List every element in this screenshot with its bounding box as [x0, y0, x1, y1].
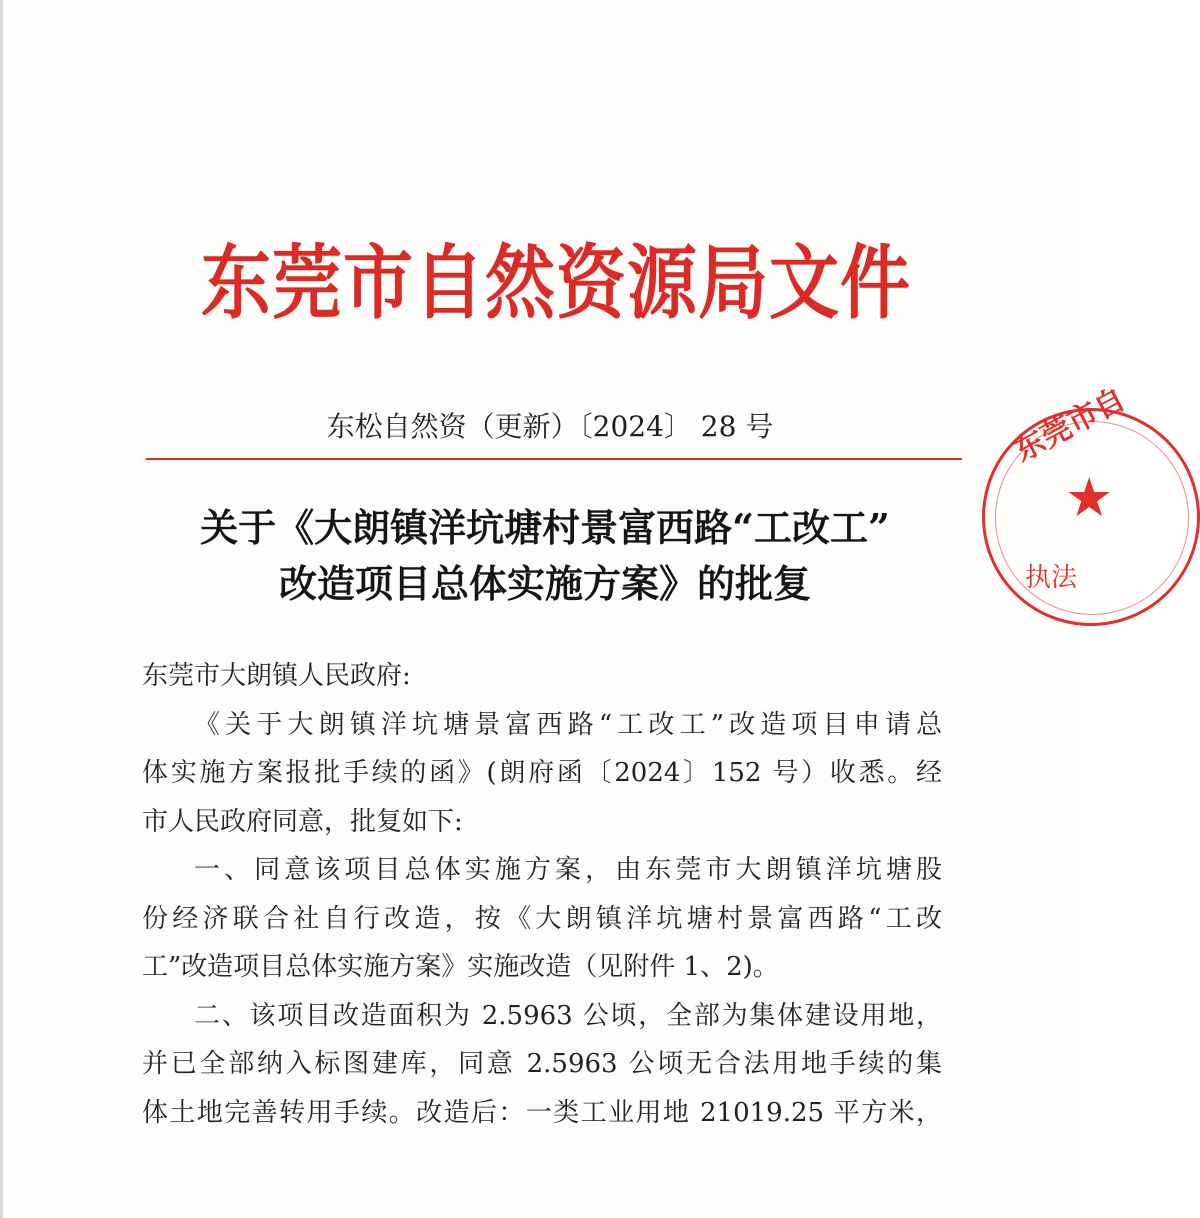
- body-line: 《关于大朗镇洋坑塘景富西路“工改工”改造项目申请总: [194, 709, 942, 740]
- body-line: 二、该项目改造面积为 2.5963 公顷，全部为集体建设用地，: [194, 1000, 942, 1031]
- body-line: 一、同意该项目总体实施方案，由东莞市大朗镇洋坑塘股: [194, 855, 942, 885]
- red-header-title: 东莞市自然资源局文件: [201, 236, 911, 331]
- subject-line-1: 关于《大朗镇洋坑塘村景富西路“工改工”: [200, 505, 890, 550]
- body-line: 工”改造项目总体实施方案》实施改造（见附件 1、2)。: [142, 952, 779, 982]
- seal-top-text: 东莞市自: [1008, 381, 1132, 469]
- star-icon: ★: [1065, 466, 1114, 529]
- body-line: 体实施方案报批手续的函》(朗府函〔2024〕152 号）收悉。经: [142, 758, 942, 788]
- addressee-line: 东莞市大朗镇人民政府:: [142, 661, 411, 691]
- body-line: 并已全部纳入标图建库，同意 2.5963 公顷无合法用地手续的集: [142, 1049, 942, 1079]
- body-line: 体土地完善转用手续。改造后：一类工业用地 21019.25 平方米，: [142, 1097, 942, 1128]
- official-seal-stamp: [982, 381, 1200, 626]
- red-divider-line: [146, 458, 962, 460]
- body-line: 市人民政府同意，批复如下:: [142, 806, 463, 837]
- document-number: 东松自然资（更新）〔2024〕 28 号: [326, 410, 774, 443]
- subject-line-2: 改造项目总体实施方案》的批复: [278, 561, 811, 606]
- document-body: [142, 652, 942, 1137]
- body-line: 份经济联合社自行改造，按《大朗镇洋坑塘村景富西路“工改: [142, 903, 942, 934]
- document-subject: [150, 500, 940, 612]
- seal-bottom-text: 执法: [1025, 563, 1078, 593]
- page-edge-shadow: [0, 0, 3, 1218]
